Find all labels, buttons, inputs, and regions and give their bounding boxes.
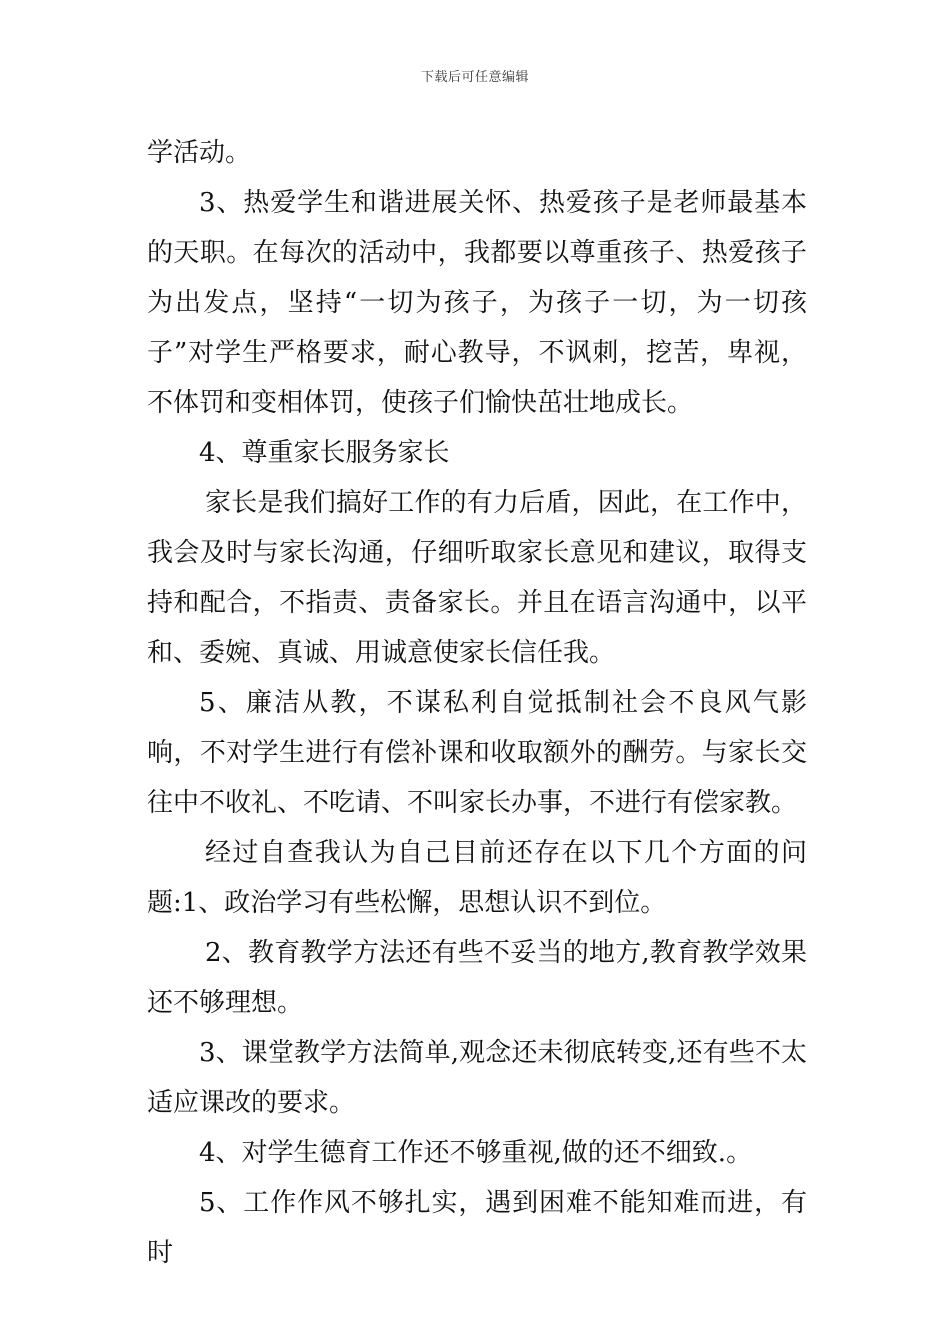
paragraph: 3、课堂教学方法简单,观念还未彻底转变,还有些不太适应课改的要求。: [147, 1038, 807, 1118]
paragraph: 5、廉洁从教，不谋私利自觉抵制社会不良风气影响，不对学生进行有偿补课和收取额外的酬劳。与家长交往中不收礼、不吃请、不叫家长办事，不进行有偿家教。: [147, 688, 807, 818]
paragraph: 2、教育教学方法还有些不妥当的地方,教育教学效果还不够理想。: [147, 938, 807, 1018]
paragraph: 4、对学生德育工作还不够重视,做的还不细致.。: [199, 1138, 753, 1168]
page-header-note: 下载后可任意编辑: [420, 70, 529, 85]
paragraph: 学活动。: [147, 138, 252, 168]
paragraph: 家长是我们搞好工作的有力后盾，因此，在工作中，我会及时与家长沟通，仔细听取家长意见和建议，取得支持和配合，不指责、责备家长。并且在语言沟通中，以平和、委婉、真诚、用诚意使家长信任我。: [147, 488, 807, 668]
paragraph: 5、工作作风不够扎实，遇到困难不能知难而进，有时: [147, 1188, 807, 1268]
document-body: [147, 128, 807, 1278]
paragraph: 4、尊重家长服务家长: [199, 438, 450, 468]
paragraph: 经过自查我认为自己目前还存在以下几个方面的问题:1、政治学习有些松懈，思想认识不到位。: [147, 838, 807, 918]
paragraph: 3、热爱学生和谐进展关怀、热爱孩子是老师最基本的天职。在每次的活动中，我都要以尊重孩子、热爱孩子为出发点，坚持“一切为孩子，为孩子一切，为一切孩子”对学生严格要求，耐心教导，不讽刺，挖苦，卑视，不体罚和变相体罚，使孩子们愉快茁壮地成长。: [147, 188, 807, 418]
